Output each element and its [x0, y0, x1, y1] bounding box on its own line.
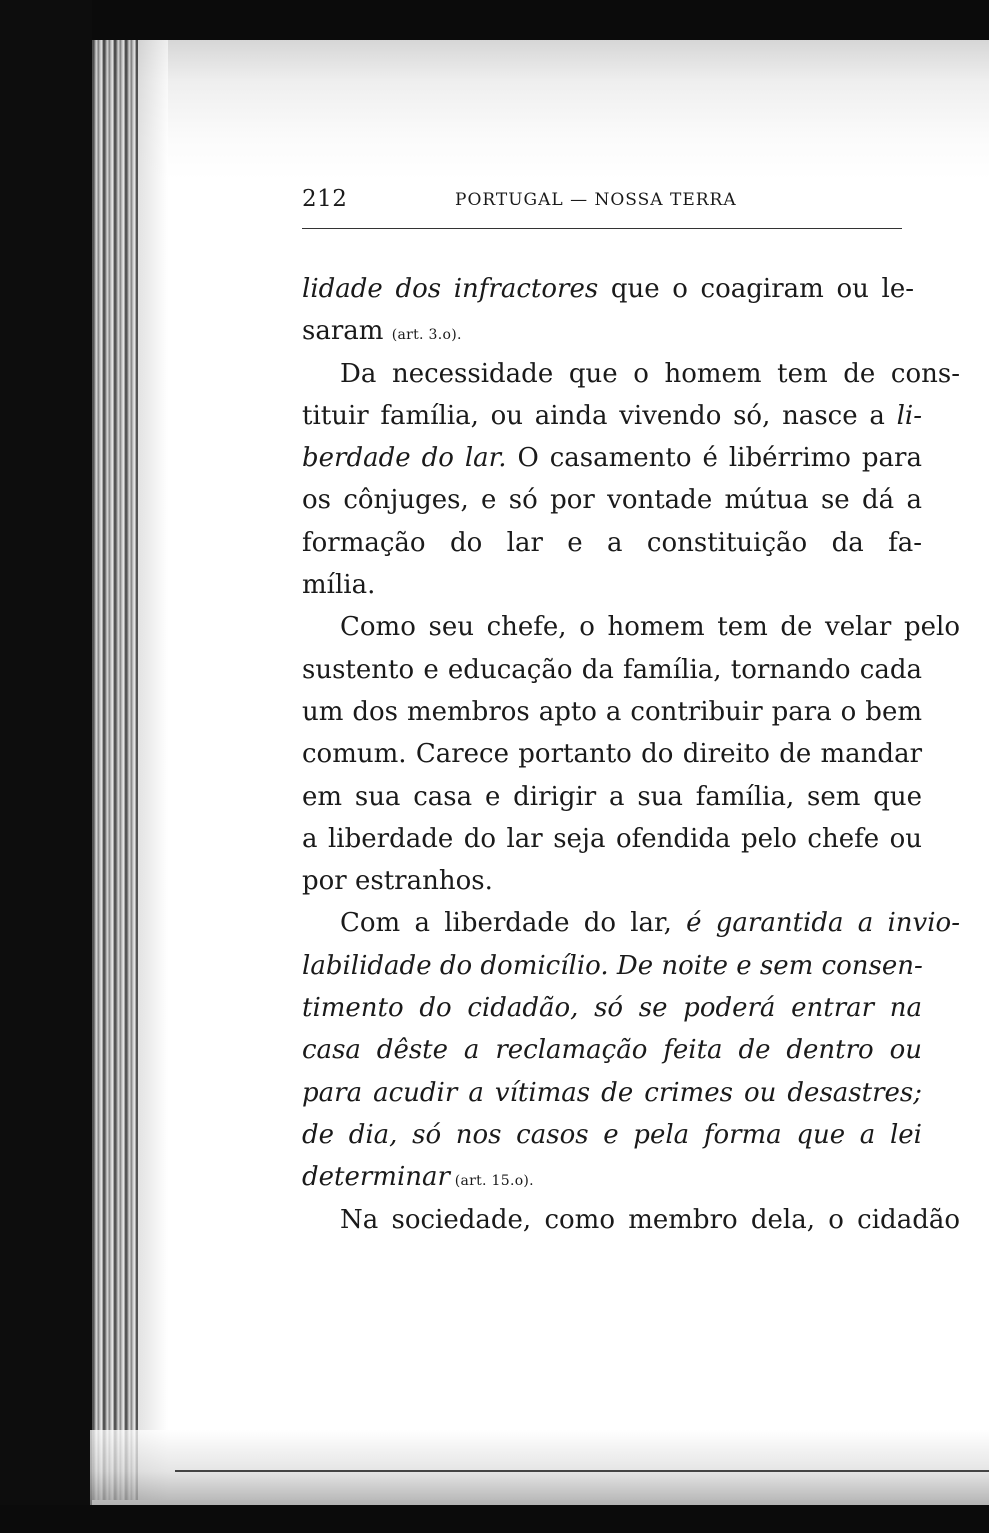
text-run: Como seu chefe, o homem tem de velar pelo [340, 612, 960, 643]
page-bottom-edge [175, 1470, 989, 1472]
text-run: por estranhos. [302, 866, 493, 897]
text-run: em sua casa e dirigir a sua família, sem que [302, 781, 922, 812]
scan-top-shadow [90, 40, 989, 180]
text-line [302, 1156, 922, 1198]
text-line [302, 818, 922, 860]
page-number: 212 [302, 186, 348, 212]
article-reference: (art. 15.o). [449, 1173, 534, 1190]
italic-run: casa dêste a reclamação feita de dentro ou [302, 1035, 922, 1066]
text-run: um dos membros apto a contribuir para o bem [302, 696, 922, 727]
text-run: Na sociedade, como membro dela, o cidadão [340, 1204, 960, 1235]
text-run: mília. [302, 570, 376, 601]
gutter-shadow [138, 40, 168, 1500]
text-run: os cônjuges, e só por vontade mútua se dá a [302, 485, 922, 516]
text-line [302, 522, 922, 564]
text-line [302, 860, 922, 902]
italic-run: lidade dos infractores [302, 274, 599, 304]
text-line [302, 776, 922, 818]
article-reference: (art. 3.o). [391, 327, 462, 344]
header-rule [302, 228, 902, 229]
text-line [302, 1029, 922, 1071]
scan-left-border [0, 0, 92, 1533]
scan-bottom-border [0, 1505, 989, 1533]
text-run: que o coagiram ou le- [598, 274, 914, 304]
text-run: Da necessidade que o homem tem de cons- [340, 358, 960, 389]
text-line [302, 1072, 922, 1114]
text-line [302, 437, 922, 479]
text-line [302, 564, 922, 606]
text-run: Com a liberdade do lar, [340, 908, 687, 939]
scan-top-border [0, 0, 989, 40]
running-head: PORTUGAL — NOSSA TERRA [455, 190, 737, 210]
text-run: sustento e educação da família, tornando cada [302, 654, 922, 685]
paragraph-first-line [302, 606, 960, 648]
text-line [302, 479, 922, 521]
book-page-edges [92, 40, 138, 1500]
text-run: comum. Carece portanto do direito de mandar [302, 739, 922, 770]
italic-run: de dia, só nos casos e pela forma que a lei [302, 1119, 922, 1150]
italic-run: labilidade do domicílio. De noite e sem consen- [302, 950, 923, 981]
text-line [302, 987, 922, 1029]
text-line [302, 649, 922, 691]
text-line [302, 945, 922, 987]
text-line [302, 268, 914, 310]
scan-bottom-shadow [90, 1430, 989, 1505]
italic-run: timento do cidadão, só se poderá entrar na [302, 993, 922, 1024]
italic-run: é garantida a invio- [686, 908, 960, 939]
text-line [302, 310, 922, 352]
italic-run: para acudir a vítimas de crimes ou desastres; [302, 1077, 922, 1108]
text-line [302, 395, 922, 437]
text-run: O casamento é libérrimo para [506, 443, 922, 474]
text-run: saram [302, 316, 392, 347]
paragraph-first-line [302, 353, 960, 395]
text-run: formação do lar e a constituição da fa- [302, 527, 922, 558]
italic-run: li- [896, 400, 922, 431]
body-text [302, 268, 960, 1241]
italic-run: berdade do lar. [302, 443, 507, 474]
text-line [302, 733, 922, 775]
paragraph-first-line [302, 1199, 960, 1241]
text-line [302, 1114, 922, 1156]
text-line [302, 691, 922, 733]
text-run: a liberdade do lar seja ofendida pelo chefe ou [302, 823, 922, 854]
paragraph-first-line [302, 902, 960, 944]
text-run: tituir família, ou ainda vivendo só, nasce a [302, 400, 897, 431]
italic-run: determinar [302, 1162, 450, 1193]
